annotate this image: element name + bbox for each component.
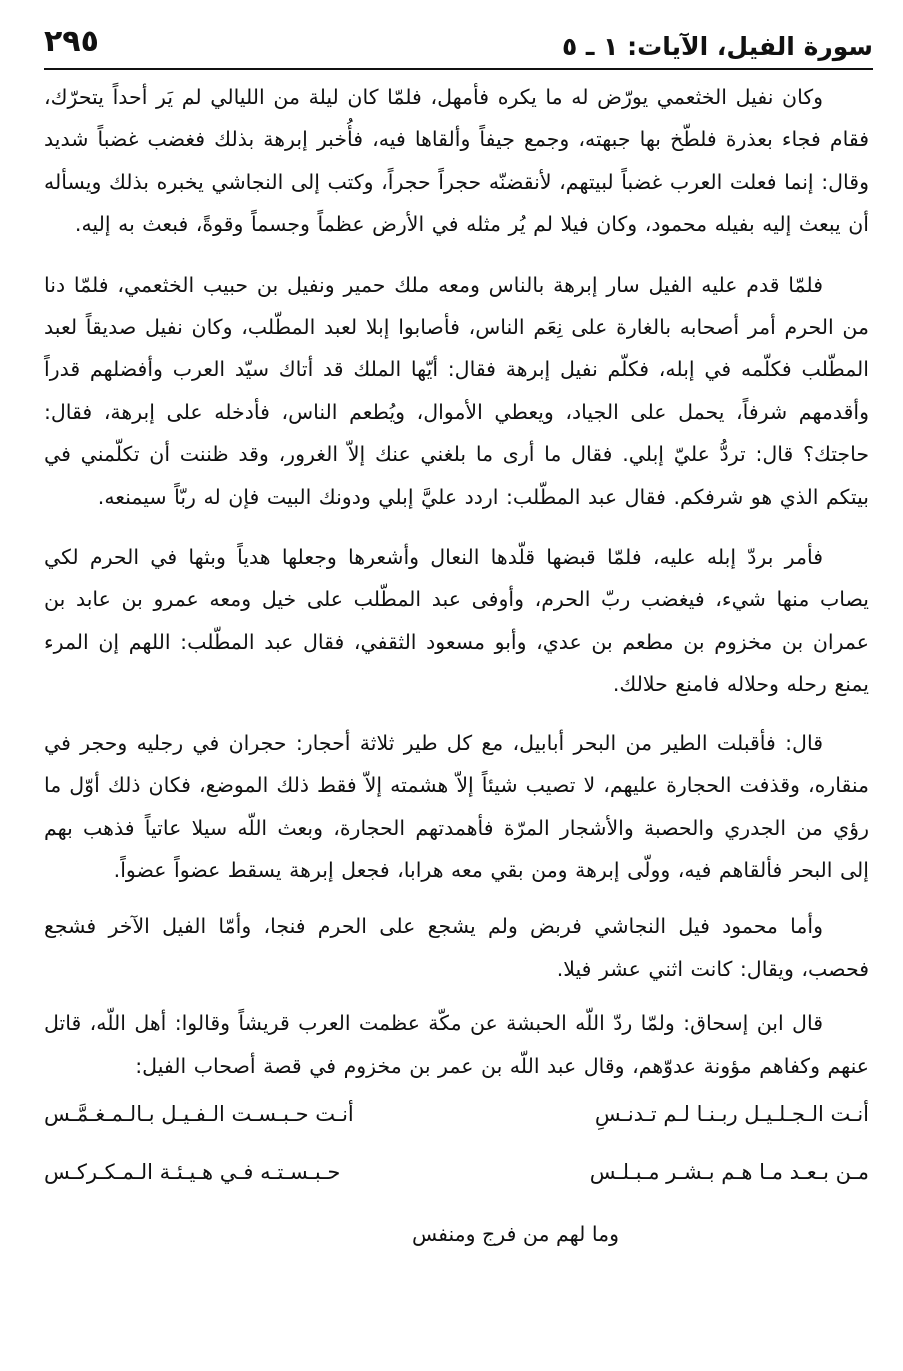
poem — [44, 1093, 869, 1255]
paragraph-4: قال: فأقبلت الطير من البحر أبابيل، مع كل طير ثلاثة أحجار: حجران في رجليه وحجر في منقاره، وقذفت الحجارة عليهم، لا تصيب شيئاً إلاّ هشمته إلاّ فقط ذلك الموضع، فكان ذلك أوّل ما رؤي من الجدري والحصبة والأشجار المرّة فأهمدتهم الحجارة، وبعث اللّه سيلا عاتياً فذهب بهم إلى البحر فألقاهم فيه، وولّى إبرهة ومن بقي معه هرابا، فجعل إبرهة يسقط عضواً عضواً. — [44, 730, 869, 882]
verse-second-hemistich: حـبـسـتـه فـي هـيـئـة الـمـكـركـس — [44, 1159, 341, 1184]
paragraph-1: وكان نفيل الخثعمي يورّض له ما يكره فأمهل، فلمّا كان ليلة من الليالي لم يَر أحداً يتحرّك، فقام فجاء بعذرة فلطّخ بها جبهته، وجمع جيفاً وألقاها فيه، فأُخبر إبرهة بذلك فغضب غضباً شديد وقال: إنما فعلت العرب غضباً لبيتهم، لأنقضنّه حجراً حجراً، وكتب إلى النجاشي يخبره بذلك ويسأله أن يبعث إليه بفيله محمود، وكان فيلا لم يُر مثله في الأرض عظماً وجسماً وقوةً، فبعث به إليه. — [44, 85, 869, 237]
verse-first-hemistich: أنـت الـجـلـيـل ربـنـا لـم تـدنـسِ — [594, 1101, 869, 1126]
paragraph-2: فلمّا قدم عليه الفيل سار إبرهة بالناس ومعه ملك حمير ونفيل بن حبيب الخثعمي، فلمّا دنا من الحرم أمر أصحابه بالغارة على نِعَم الناس، فأصابوا إبلا لعبد المطّلب، وكان نفيل صديقاً لعبد المطّلب فكلّمه في إبله، فكلّم نفيل إبرهة فقال: أيّها الملك قد أتاك سيّد العرب وأفضلهم قدراً وأقدمهم شرفاً، يحمل على الجياد، ويعطي الأموال، ويُطعم الناس، فأدخله على إبرهة، فقال: حاجتك؟ قال: تردُّ عليّ إبلي. فقال ما أرى ما بلغني عنك إلاّ الغرور، وقد ظننت أن تكلّمني في بيتكم الذي هو شرفكم. فقال عبد المطّلب: اردد عليَّ إبلي ودونك البيت فإن له ربّاً سيمنعه. — [44, 272, 869, 509]
page-number: ٢٩٥ — [44, 24, 99, 59]
page-body — [44, 70, 869, 1255]
paragraph-5: وأما محمود فيل النجاشي فربض ولم يشجع على الحرم فنجا، وأمّا الفيل الآخر فشجع فحصب، ويقال: كانت اثني عشر فيلا. — [44, 914, 869, 981]
verse-second-hemistich: أنـت حـبـسـت الـفـيـل بـالـمـغـمَّـس — [44, 1101, 354, 1126]
running-header — [44, 18, 873, 74]
verse-first-hemistich: مـن بـعـد مـا هـم بـشـر مـبـلـس — [589, 1159, 869, 1184]
poem-last-line: وما لهم من فرج ومنفس — [411, 1221, 619, 1246]
paragraph-6: قال ابن إسحاق: ولمّا ردّ اللّه الحبشة عن مكّة عظمت العرب قريشاً وقالوا: أهل اللّه، قاتل عنهم وكفاهم مؤونة عدوّهم، وقال عبد اللّه بن عمر بن مخزوم في قصة أصحاب الفيل: — [44, 1011, 869, 1078]
poem-verse — [44, 1093, 869, 1145]
paragraph-3: فأمر بردّ إبله عليه، فلمّا قبضها قلّدها النعال وأشعرها وجعلها هدياً وبثها في الحرم لكي يصاب منها شيء، فيغضب ربّ الحرم، وأوفى عبد المطّلب على خيل ومعه عمرو بن عابد بن عمران بن مخزوم بن مطعم بن عدي، وأبو مسعود الثقفي، فقال عبد المطّلب: اللهم إن المرء يمنع رحله وحلاله فامنع حلالك. — [44, 545, 869, 697]
surah-title: سورة الفيل، الآيات: ١ ـ ٥ — [561, 32, 873, 61]
poem-verse — [44, 1151, 869, 1203]
